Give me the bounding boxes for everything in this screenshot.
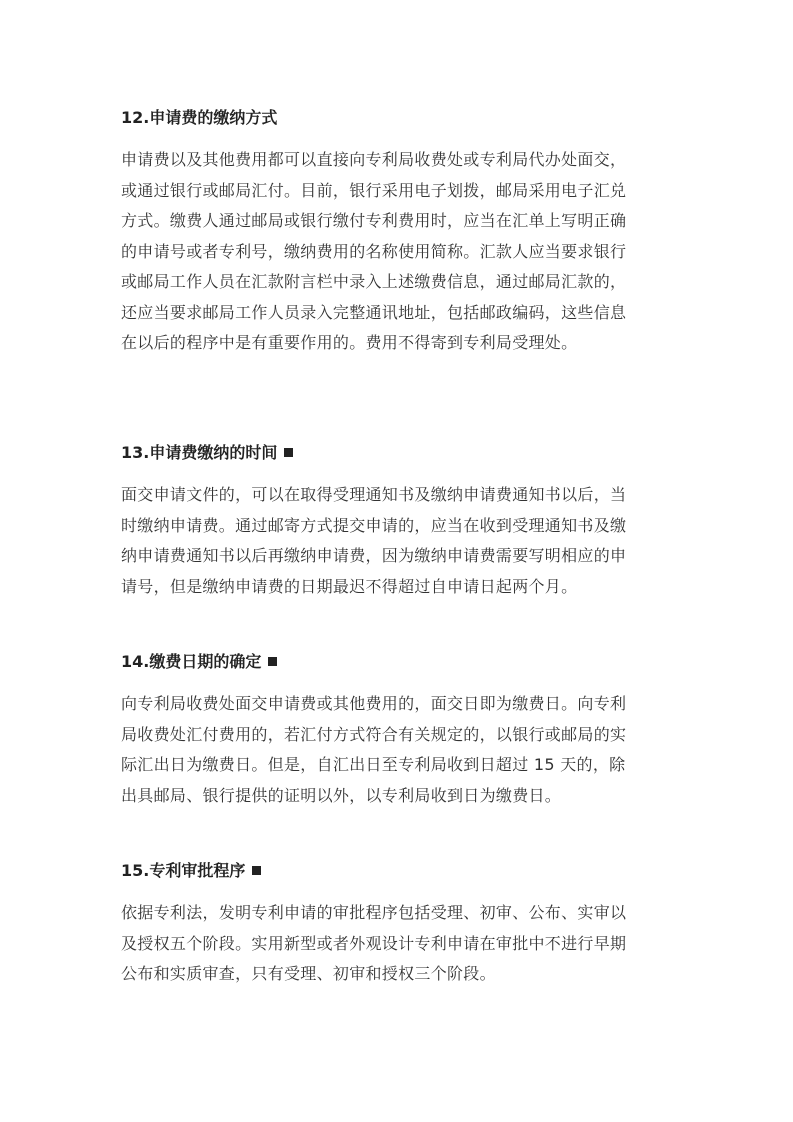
paragraph-line: 及授权五个阶段。实用新型或者外观设计专利申请在审批中不进行早期 — [121, 933, 627, 953]
square-bullet-icon — [252, 866, 261, 875]
paragraph-line: 出具邮局、银行提供的证明以外，以专利局收到日为缴费日。 — [121, 785, 562, 805]
paragraph-line: 公布和实质审查，只有受理、初审和授权三个阶段。 — [121, 964, 496, 983]
section-15-heading-text: 15.专利审批程序 — [121, 861, 246, 880]
paragraph-line: 时缴纳申请费。通过邮寄方式提交申请的，应当在收到受理通知书及缴 — [121, 515, 627, 535]
section-14-heading — [121, 652, 277, 672]
section-12-paragraph — [121, 145, 677, 359]
paragraph-line: 申请费以及其他费用都可以直接向专利局收费处或专利局代办处面交， — [121, 150, 627, 169]
section-14-paragraph — [121, 689, 677, 811]
paragraph-line: 际汇出日为缴费日。但是，自汇出日至专利局收到日超过 15 天的，除 — [121, 755, 626, 774]
paragraph-line: 面交申请文件的，可以在取得受理通知书及缴纳申请费通知书以后，当 — [121, 485, 627, 504]
square-bullet-icon — [268, 657, 277, 666]
paragraph-line: 纳申请费通知书以后再缴纳申请费，因为缴纳申请费需要写明相应的申 — [121, 546, 627, 565]
section-15-heading — [121, 861, 261, 881]
paragraph-line: 局收费处汇付费用的，若汇付方式符合有关规定的，以银行或邮局的实 — [121, 724, 627, 744]
section-14-heading-text: 14.缴费日期的确定 — [121, 652, 262, 671]
paragraph-line: 或邮局工作人员在汇款附言栏中录入上述缴费信息，通过邮局汇款的， — [121, 272, 627, 291]
square-bullet-icon — [284, 448, 293, 457]
paragraph-line: 向专利局收费处面交申请费或其他费用的，面交日即为缴费日。向专利 — [121, 694, 627, 713]
paragraph-line: 请号，但是缴纳申请费的日期最迟不得超过自申请日起两个月。 — [121, 576, 578, 596]
paragraph-line: 在以后的程序中是有重要作用的。费用不得寄到专利局受理处。 — [121, 333, 578, 352]
section-13-heading-text: 13.申请费缴纳的时间 — [121, 443, 278, 462]
paragraph-line: 的申请号或者专利号，缴纳费用的名称使用简称。汇款人应当要求银行 — [121, 241, 627, 261]
section-13-paragraph — [121, 480, 677, 602]
paragraph-line: 方式。缴费人通过邮局或银行缴付专利费用时，应当在汇单上写明正确 — [121, 211, 627, 230]
paragraph-line: 依据专利法，发明专利申请的审批程序包括受理、初审、公布、实审以 — [121, 903, 627, 922]
section-12-heading-text: 12.申请费的缴纳方式 — [121, 108, 278, 127]
section-12-heading — [121, 108, 277, 128]
paragraph-line: 或通过银行或邮局汇付。目前，银行采用电子划拨，邮局采用电子汇兑 — [121, 180, 627, 200]
section-15-paragraph — [121, 898, 677, 990]
section-13-heading — [121, 443, 293, 463]
paragraph-line: 还应当要求邮局工作人员录入完整通讯地址，包括邮政编码，这些信息 — [121, 302, 627, 322]
